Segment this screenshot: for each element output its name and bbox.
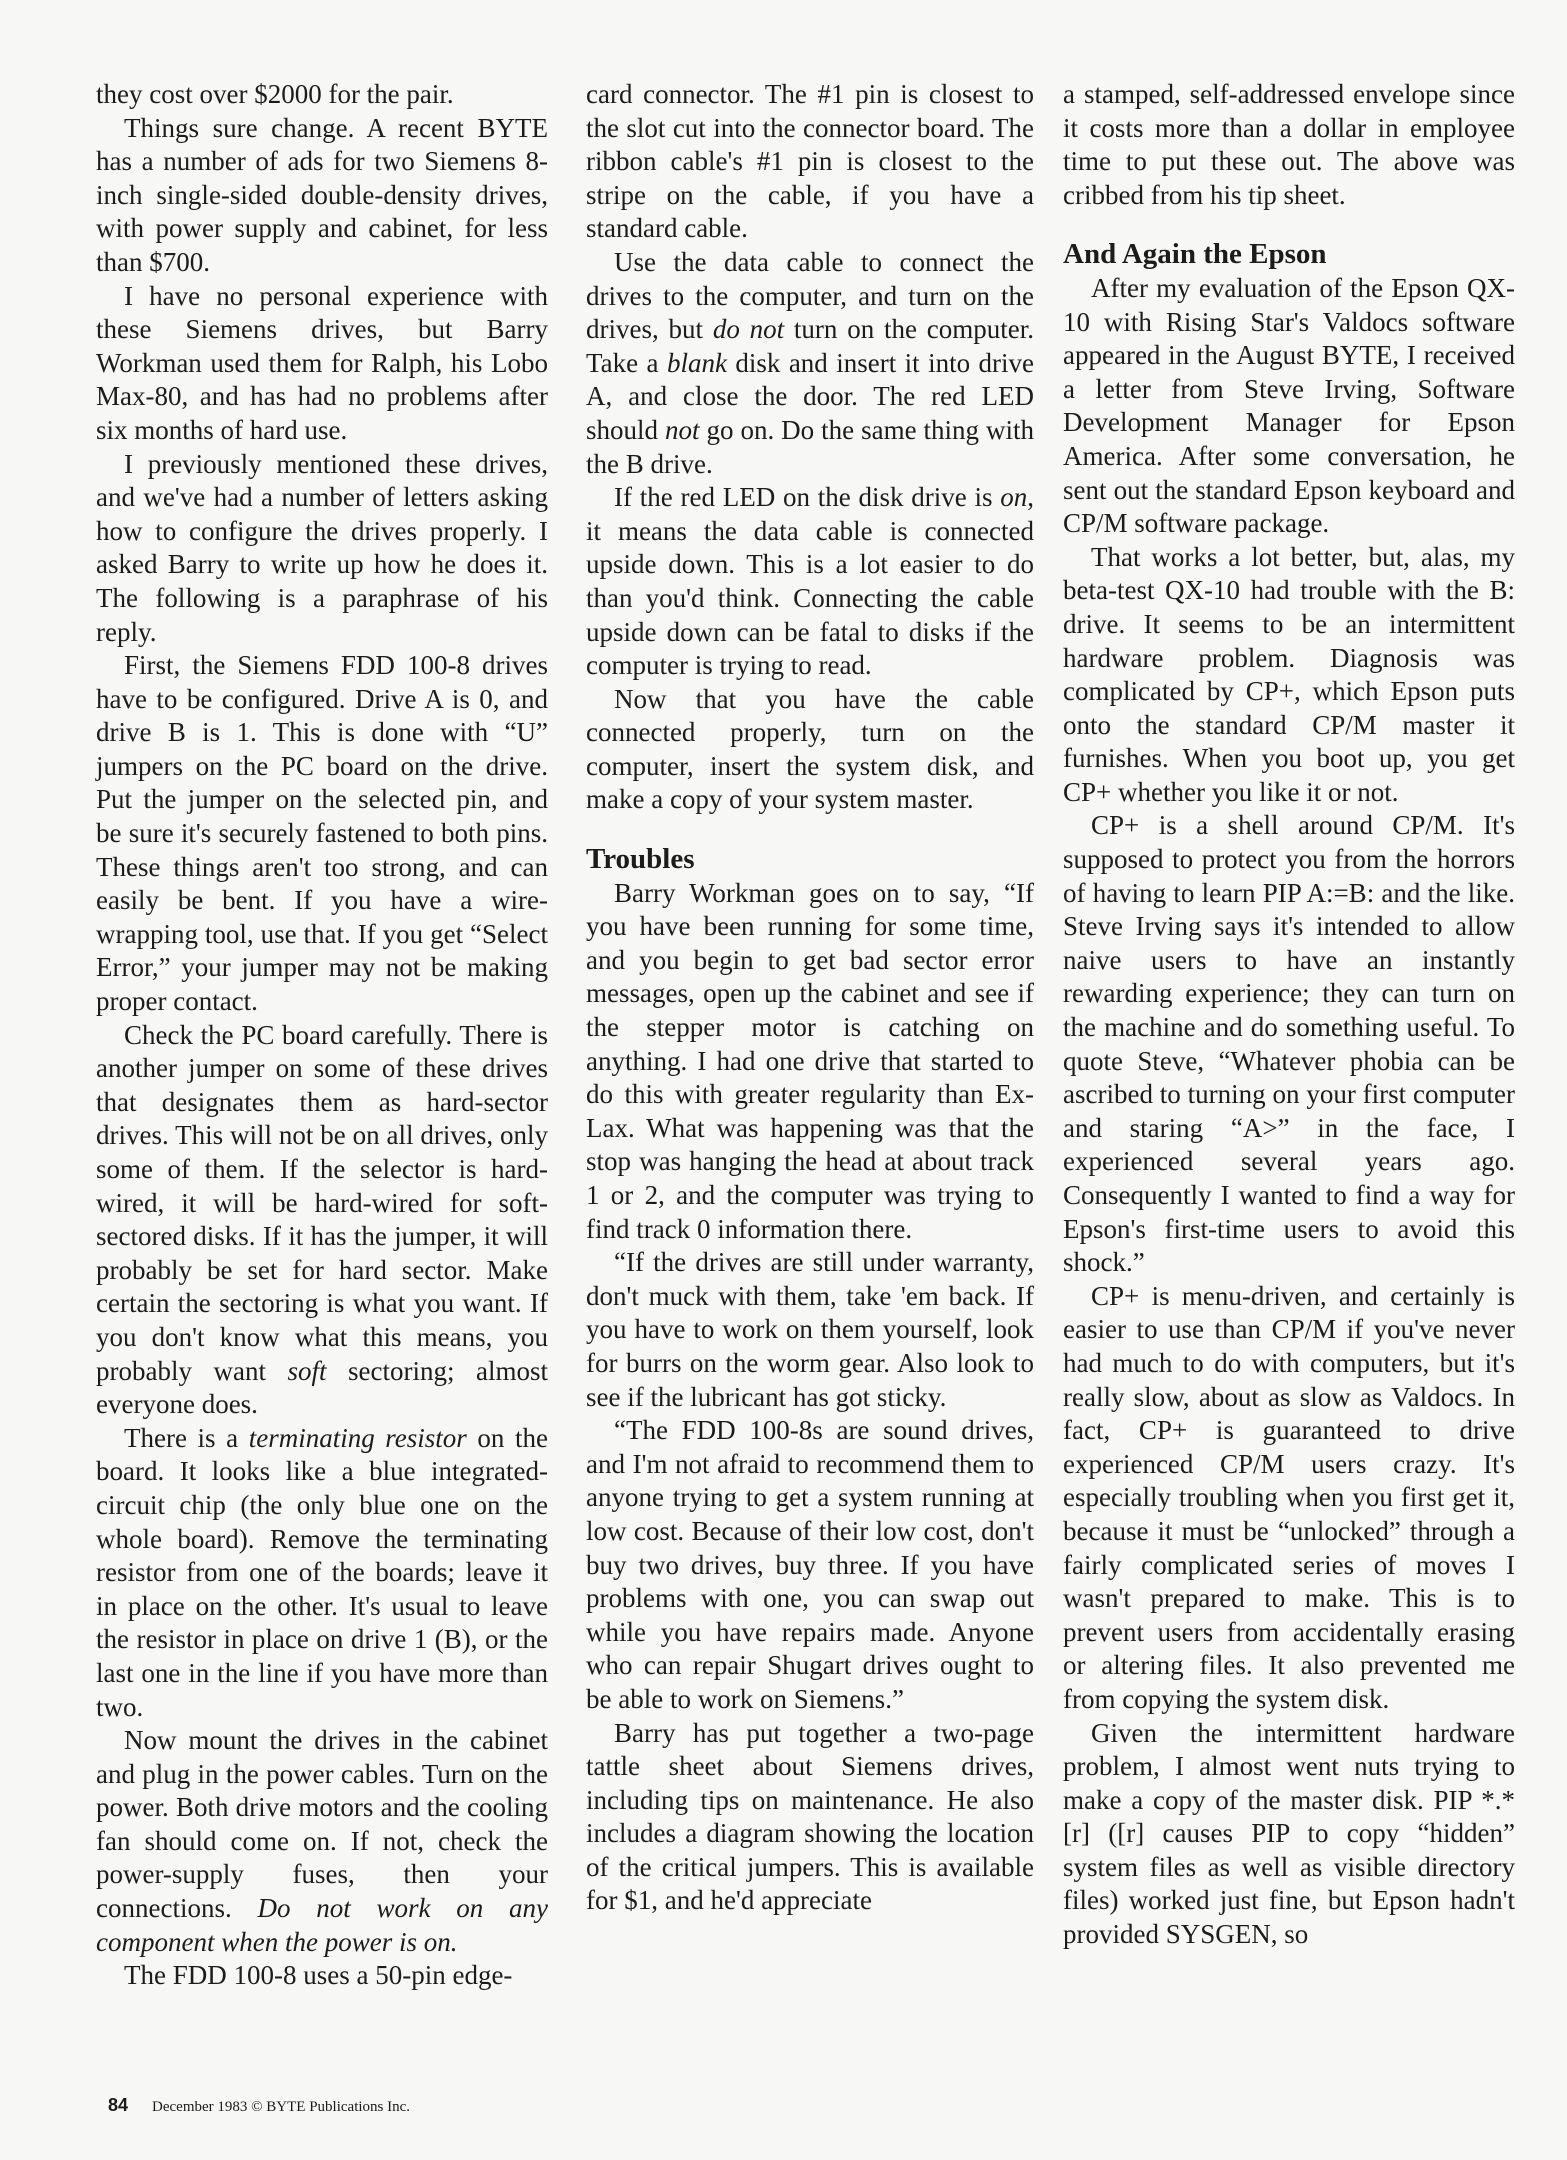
- body-paragraph: [1063, 541, 1515, 810]
- italic-text: soft: [287, 1355, 327, 1386]
- body-paragraph: [586, 1717, 1034, 1919]
- italic-text: terminating resistor: [248, 1422, 467, 1453]
- italic-text: blank: [666, 347, 727, 378]
- body-paragraph: [96, 649, 548, 1019]
- body-paragraph: [96, 448, 548, 650]
- body-paragraph: [586, 1414, 1034, 1716]
- body-paragraph: [96, 280, 548, 448]
- text-run: , it means the data cable is connected upside down. This is a lot easier to do than you'd think. Connecting the cable upside down can be fatal to disks if the computer is trying to read.: [586, 482, 1034, 681]
- text-column-left: [96, 78, 548, 1993]
- text-run: go on. Do the same thing with the B drive.: [586, 414, 1034, 479]
- body-paragraph: [1063, 1717, 1515, 1952]
- text-run: they cost over $2000 for the pair.: [96, 79, 454, 109]
- text-run: Use the data cable to connect the drives to the computer, and turn on the drives, but: [586, 246, 1034, 345]
- text-run: “If the drives are still under warranty, don't muck with them, take 'em back. If you have to work on them yourself, look for burrs on the worm gear. Also look to see if the lubricant has got sticky.: [586, 1247, 1034, 1412]
- body-paragraph: [96, 1724, 548, 1959]
- body-paragraph: [96, 78, 548, 112]
- text-run: Check the PC board carefully. There is another jumper on some of these drives that designates them as hard-sector drives. This will not be on all drives, only some of them. If the selector is hard-wired, it will be hard-wired for soft-sectored disks. If it has the jumper, it will probably be set for hard sector. Make certain the sectoring is what you want. If you don't know what this means, you probably want: [96, 1019, 548, 1386]
- body-paragraph: [1063, 272, 1515, 541]
- body-paragraph: [586, 1246, 1034, 1414]
- text-run: on the board. It looks like a blue integrated-circuit chip (the only blue one on the whole board). Remove the terminating resistor from one of the boards; leave it in place on the other. It's usual to leave the resistor in place on drive 1 (B), or the last one in the line if you have more than two.: [96, 1422, 548, 1722]
- text-run: “The FDD 100-8s are sound drives, and I'm not afraid to recommend them to anyone trying to get a system running at low cost. Because of their low cost, don't buy two drives, buy three. If you have problems with one, you can swap out while you have repairs made. Anyone who can repair Shugart drives ought to be able to work on Siemens.”: [586, 1415, 1034, 1714]
- body-paragraph: [96, 1422, 548, 1724]
- text-run: If the red LED on the disk drive is: [614, 482, 1001, 513]
- text-column-middle: [586, 78, 1034, 1918]
- body-paragraph: [96, 1959, 548, 1993]
- body-paragraph: [586, 481, 1034, 683]
- page-number: 84: [108, 2095, 129, 2115]
- body-paragraph: [96, 1019, 548, 1422]
- section-heading: Troubles: [586, 843, 695, 876]
- section-heading: And Again the Epson: [1063, 238, 1327, 271]
- text-column-right: [1063, 78, 1515, 1952]
- text-run: After my evaluation of the Epson QX-10 with Rising Star's Valdocs software appeared in the August BYTE, I received a letter from Steve Irving, Software Development Manager for Epson America. After some conversation, he sent out the standard Epson keyboard and CP/M software package.: [1063, 272, 1515, 539]
- text-run: CP+ is menu-driven, and certainly is easier to use than CP/M if you've never had much to do with computers, but it's really slow, about as slow as Valdocs. In fact, CP+ is guaranteed to drive experienced CP/M users crazy. It's especially troubling when you first get it, because it must be “unlocked” through a fairly complicated series of moves I wasn't prepared to make. This is to prevent users from accidentally erasing or altering files. It also prevented me from copying the system disk.: [1063, 1280, 1515, 1714]
- italic-text: on: [1000, 482, 1028, 513]
- body-paragraph: [586, 246, 1034, 481]
- text-run: CP+ is a shell around CP/M. It's supposed to protect you from the horrors of having to learn PIP A:=B: and the like. Steve Irving says it's intended to allow naive users to have an instantly rewarding experience; they can turn on the machine and do something useful. To quote Steve, “Whatever phobia can be ascribed to turning on your first computer and staring “A>” in the face, I experienced several years ago. Consequently I wanted to find a way for Epson's first-time users to avoid this shock.”: [1063, 810, 1515, 1278]
- text-run: disk and insert it into drive A, and close the door. The red LED should: [586, 347, 1034, 445]
- text-run: Now that you have the cable connected properly, turn on the computer, insert the system disk, and make a copy of your system master.: [586, 683, 1034, 815]
- body-paragraph: [586, 78, 1034, 246]
- text-run: card connector. The #1 pin is closest to the slot cut into the connector board. The ribbon cable's #1 pin is closest to the stripe on the cable, if you have a standard cable.: [586, 79, 1034, 244]
- text-run: Given the intermittent hardware problem, I almost went nuts trying to make a copy of the master disk. PIP *.*[r] ([r] causes PIP to copy “hidden” system files as well as visible directory files) worked just fine, but Epson hadn't provided SYSGEN, so: [1063, 1717, 1515, 1950]
- publication-credit: December 1983 © BYTE Publications Inc.: [152, 2099, 411, 2115]
- italic-text: Do not work on any component when the power is on.: [96, 1893, 549, 1957]
- text-run: Now mount the drives in the cabinet and plug in the power cables. Turn on the power. Both drive motors and the cooling fan should come on. If not, check the power-supply fuses, then your connections.: [96, 1725, 548, 1924]
- text-run: Barry has put together a two-page tattle sheet about Siemens drives, including tips on maintenance. He also includes a diagram showing the location of the critical jumpers. This is available for $1, and he'd appreciate: [586, 1717, 1034, 1916]
- text-run: I previously mentioned these drives, and we've had a number of letters asking how to configure the drives properly. I asked Barry to write up how he does it. The following is a paraphrase of his reply.: [96, 448, 548, 647]
- text-run: a stamped, self-addressed envelope since it costs more than a dollar in employee time to put these out. The above was cribbed from his tip sheet.: [1063, 79, 1515, 210]
- text-run: sectoring; almost everyone does.: [96, 1355, 548, 1420]
- body-paragraph: [586, 683, 1034, 817]
- text-run: I have no personal experience with these Siemens drives, but Barry Workman used them for Ralph, his Lobo Max-80, and has had no problems after six months of hard use.: [96, 280, 548, 445]
- text-run: Things sure change. A recent BYTE has a number of ads for two Siemens 8-inch single-sided double-density drives, with power supply and cabinet, for less than $700.: [96, 112, 548, 277]
- text-run: The FDD 100-8 uses a 50-pin edge-: [124, 1960, 513, 1991]
- text-run: Barry Workman goes on to say, “If you have been running for some time, and you begin to get bad sector error messages, open up the cabinet and see if the stepper motor is catching on anything. I had one drive that started to do this with greater regularity than Ex-Lax. What was happening was that the stop was hanging the head at about track 1 or 2, and the computer was trying to find track 0 information there.: [586, 877, 1034, 1244]
- text-run: That works a lot better, but, alas, my beta-test QX-10 had trouble with the B: drive. It seems to be an intermittent hardware problem. Diagnosis was complicated by CP+, which Epson puts onto the standard CP/M master it furnishes. When you boot up, you get CP+ whether you like it or not.: [1063, 541, 1515, 807]
- text-run: First, the Siemens FDD 100-8 drives have to be configured. Drive A is 0, and drive B is 1. This is done with “U” jumpers on the PC board on the drive. Put the jumper on the selected pin, and be sure it's securely fastened to both pins. These things aren't too strong, and can easily be bent. If you have a wire-wrapping tool, use that. If you get “Select Error,” your jumper may not be making proper contact.: [96, 650, 548, 1017]
- body-paragraph: [1063, 809, 1515, 1279]
- body-paragraph: [586, 877, 1034, 1247]
- text-run: There is a: [124, 1422, 249, 1453]
- italic-text: not: [664, 414, 700, 445]
- body-paragraph: [1063, 1280, 1515, 1717]
- body-paragraph: [96, 112, 548, 280]
- body-paragraph: [1063, 78, 1515, 212]
- text-run: turn on the computer. Take a: [586, 314, 1034, 378]
- italic-text: do not: [712, 314, 785, 345]
- page-footer: [108, 2095, 410, 2116]
